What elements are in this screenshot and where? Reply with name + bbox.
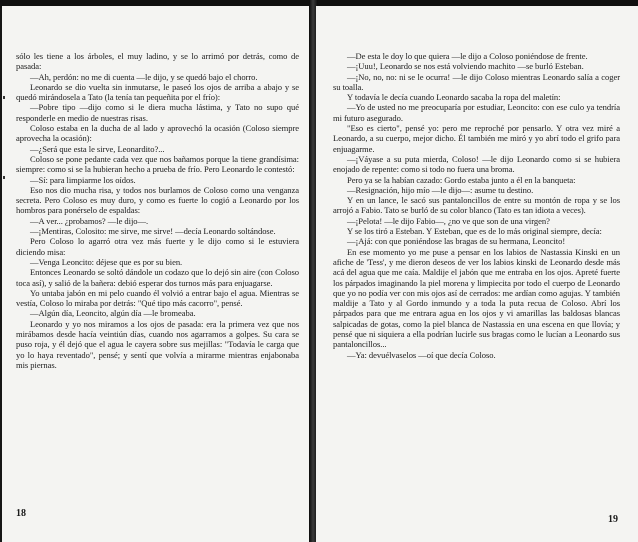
paragraph: —¿Será que esta le sirve, Leonardito?... bbox=[30, 143, 165, 154]
paragraph: Pero Coloso lo agarró otra vez más fuerte y le dijo como si le estuviera diciendo misa: bbox=[16, 236, 299, 257]
paragraph: Coloso estaba en la ducha de al lado y aprovechó la ocasión (Coloso siempre aprovecha la ocasión): bbox=[16, 123, 299, 144]
paragraph: Coloso se pone pedante cada vez que nos bañamos porque la tiene grandísima: siempre: como si se la hubieran hecho a prueba de frío. Pero Leonardo le contestó: bbox=[16, 153, 299, 175]
paragraph: —Yo de usted no me preocuparía por estudiar, Leoncito: con ese culo ya tendría mi futuro asegurado. bbox=[333, 102, 620, 123]
left-page-text bbox=[16, 51, 299, 370]
paragraph: Pero ya se la habían cazado: Gordo estaba junto a él en la banqueta: bbox=[347, 174, 576, 185]
paragraph: En ese momento yo me puse a pensar en los labios de Nastassia Kinski en un afiche de 'Tess', y me dieron deseos de ver los labios kinski de Leonardo desde más acá del agua que me caía. Maldije el jabón que me entraba en los ojos. Apreté fuerte los párpados imaginando la piel morena y limpiecita por todo el cuerpo de Leonardo que yo no podía ver con mis ojos así de cerrados: me ardían como agujas. Y también maldije a Tato y al Gordo inmundo y a toda la puta recua de Coloso. Abrí los párpados para que me entrara agua en los ojos y vi amarillas las baldosas blancas salpicadas de gotas, como la piel blanca de Nastassia en una escena en que llovía; y pensé que ni siquiera a ella podrían lucirle sus bragas como le lucían a Leonardo sus pantaloncillos... bbox=[333, 246, 620, 350]
paragraph: —Resignación, hijo mío —le dijo—: asume tu destino. bbox=[347, 184, 534, 195]
paragraph: Leonardo se dio vuelta sin inmutarse, le paseó los ojos de arriba a abajo y se quedó mirándosela a Tato (la tenía tan pequeñita por el frío): bbox=[16, 81, 299, 103]
paragraph: —¡No, no, no: ni se le ocurra! —le dijo Coloso mientras Leonardo salía a coger su toalla. bbox=[333, 71, 620, 92]
page-number-left: 18 bbox=[16, 508, 26, 519]
paragraph: —¡Ajá: con que poniéndose las bragas de su hermana, Leoncito! bbox=[347, 236, 566, 247]
paragraph: Eso nos dio mucha risa, y todos nos burlamos de Coloso como una venganza secreta. Pero Coloso es muy duro, y como es fuerte lo cogió a Leonardo por los hombros para ponérselo de espaldas: bbox=[16, 184, 299, 216]
paragraph: —A ver... ¿probamos? —le dijo—. bbox=[30, 215, 149, 226]
paragraph: Y en un lance, le sacó sus pantaloncillos de entre su montón de ropa y se los arrojó a Fabio. Tato se burló de su color blanco (Tato es tan idiota a veces). bbox=[333, 195, 620, 216]
paragraph: —De esta le doy lo que quiera —le dijo a Coloso poniéndose de frente. bbox=[347, 51, 588, 61]
paragraph: Y todavía le decía cuando Leonardo sacaba la ropa del maletín: bbox=[347, 92, 561, 103]
paragraph: —Venga Leoncito: déjese que es por su bien. bbox=[30, 256, 183, 267]
margin-mark bbox=[3, 176, 5, 179]
paragraph: —Algún día, Leoncito, algún día —le bromeaba. bbox=[30, 308, 196, 319]
margin-mark bbox=[3, 96, 5, 99]
paragraph: —Ah, perdón: no me di cuenta —le dijo, y se quedó bajo el chorro. bbox=[30, 71, 258, 82]
paragraph: —¡Pelota! —le dijo Fabio—, ¿no ve que son de una virgen? bbox=[347, 215, 550, 226]
paragraph: —Pobre tipo —dijo como si le diera mucha lástima, y Tato no supo qué responderle en medio de nuestras risas. bbox=[16, 102, 299, 123]
paragraph: Leonardo y yo nos miramos a los ojos de pasada: era la primera vez que nos mirábamos desde hacía veintiún días, cuando nos agarramos a golpes. Su cara se puso roja, y él dejó que el agua le cayera sobre sus mejillas: "Todavía le carga que yo lo haya reventado", pensé; y sentí que volvía a mirarme mientras enjabonaba mis piernas. bbox=[16, 318, 299, 370]
paragraph: Yo untaba jabón en mi pelo cuando él volvió a entrar bajo el agua. Mientras se vestía, Coloso lo miraba por detrás: "Qué tipo más cacorro", pensé. bbox=[16, 287, 299, 309]
left-page bbox=[2, 6, 311, 542]
paragraph: —Ya: devuélvaselos —oí que decía Coloso. bbox=[347, 349, 496, 360]
paragraph: "Eso es cierto", pensé yo: pero me reproché por pensarlo. Y otra vez miré a Leonardo, a su cuerpo, mejor dicho. Él también me miró y yo abrí todo el grifo para enjuagarme. bbox=[333, 123, 620, 154]
right-page bbox=[316, 6, 638, 542]
paragraph: —¡Mentiras, Colosito: me sirve, me sirve! —decía Leonardo soltándose. bbox=[30, 226, 276, 237]
paragraph: —¡Váyase a su puta mierda, Coloso! —le dijo Leonardo como si se hubiera enojado de repente: como si todo no fuera una broma. bbox=[333, 153, 620, 175]
paragraph: Y se los tiró a Esteban. Y Esteban, que es de lo más original siempre, decía: bbox=[347, 226, 602, 237]
right-page-text bbox=[333, 51, 620, 360]
paragraph: —Sí: para limpiarme los oídos. bbox=[30, 174, 136, 185]
page-number-right: 19 bbox=[608, 514, 618, 525]
paragraph: sólo les tiene a los árboles, el muy ladino, y se lo arrimó por detrás, como de pasada: bbox=[16, 51, 299, 72]
paragraph: Entonces Leonardo se soltó dándole un codazo que lo dejó sin aire (con Coloso toca así), y salió de la bañera: debió esperar dos turnos más para enjuagarse. bbox=[16, 267, 299, 288]
paragraph: —¡Uuu!, Leonardo se nos está volviendo machito —se burló Esteban. bbox=[347, 61, 584, 72]
